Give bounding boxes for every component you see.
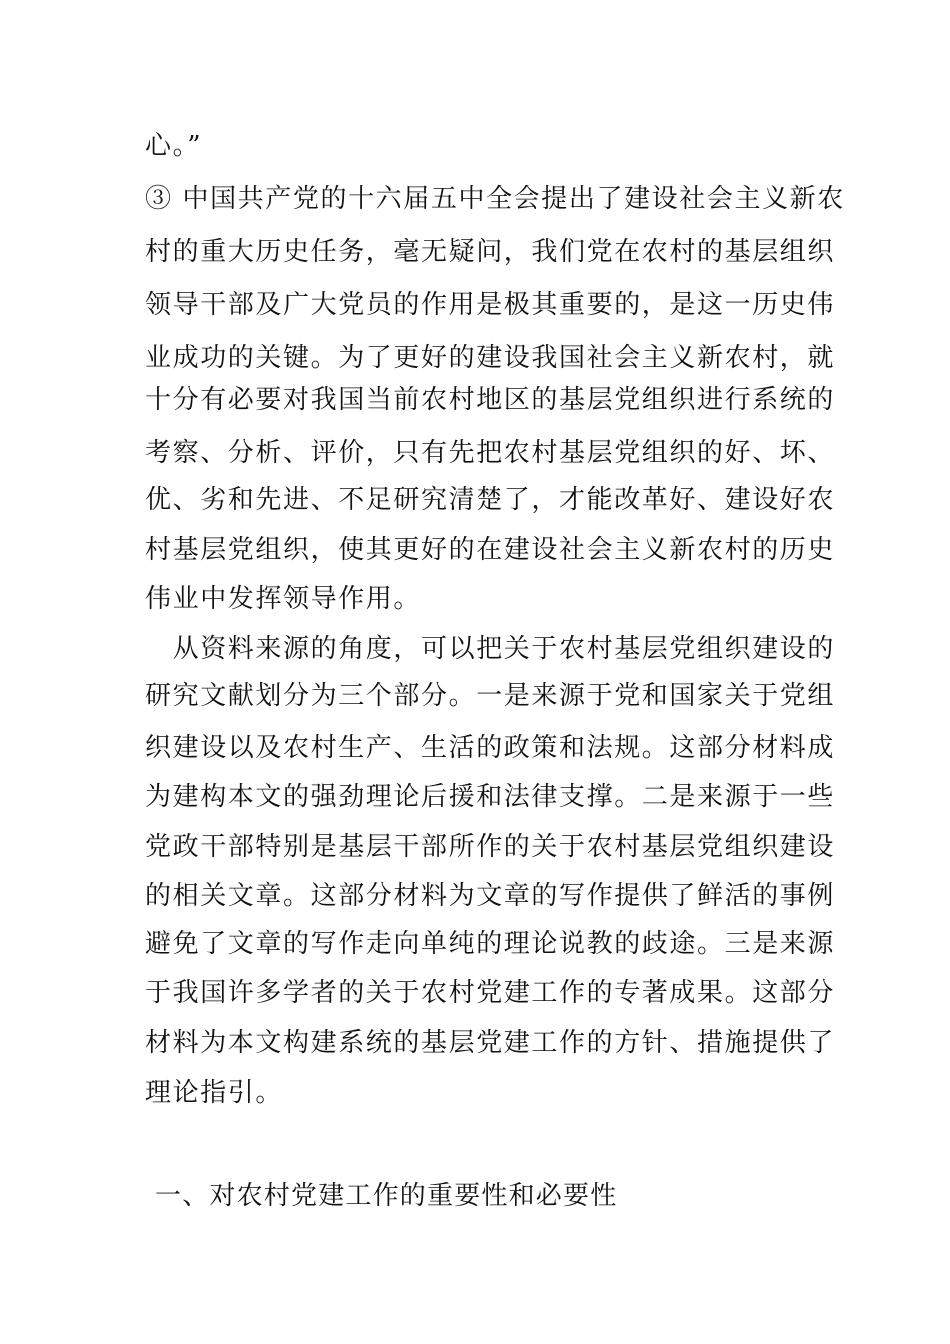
text-line: 理论指引。 <box>145 1078 284 1108</box>
text-line: 的相关文章。这部分材料为文章的写作提供了鲜活的事例 <box>145 881 836 911</box>
text-line: 考察、分析、评价，只有先把农村基层党组织的好、坏、 <box>145 438 836 468</box>
text-line: ③ 中国共产党的十六届五中全会提出了建设社会主义新农 <box>145 184 845 214</box>
text-line: 村基层党组织，使其更好的在建设社会主义新农村的历史 <box>145 535 836 565</box>
text-line: 伟业中发挥领导作用。 <box>145 584 422 614</box>
text-line: 村的重大历史任务，毫无疑问，我们党在农村的基层组织 <box>145 237 836 267</box>
text-line: 心。” <box>145 131 203 161</box>
text-line: 避免了文章的写作走向单纯的理论说教的歧途。三是来源 <box>145 929 836 959</box>
text-line: 业成功的关键。为了更好的建设我国社会主义新农村，就 <box>145 343 836 373</box>
text-line: 从资料来源的角度，可以把关于农村基层党组织建设的 <box>145 634 836 664</box>
text-line: 优、劣和先进、不足研究清楚了，才能改革好、建设好农 <box>145 485 836 515</box>
text-line: 于我国许多学者的关于农村党建工作的专著成果。这部分 <box>145 978 836 1008</box>
text-line: 材料为本文构建系统的基层党建工作的方针、措施提供了 <box>145 1028 836 1058</box>
text-line: 党政干部特别是基层干部所作的关于农村基层党组织建设 <box>145 832 836 862</box>
text-line: 为建构本文的强劲理论后援和法律支撑。二是来源于一些 <box>145 782 836 812</box>
text-line: 十分有必要对我国当前农村地区的基层党组织进行系统的 <box>145 385 836 415</box>
text-line: 领导干部及广大党员的作用是极其重要的，是这一历史伟 <box>145 290 836 320</box>
text-line: 研究文献划分为三个部分。一是来源于党和国家关于党组 <box>145 681 836 711</box>
text-line: 织建设以及农村生产、生活的政策和法规。这部分材料成 <box>145 733 836 763</box>
section-heading: 一、对农村党建工作的重要性和必要性 <box>155 1181 618 1211</box>
